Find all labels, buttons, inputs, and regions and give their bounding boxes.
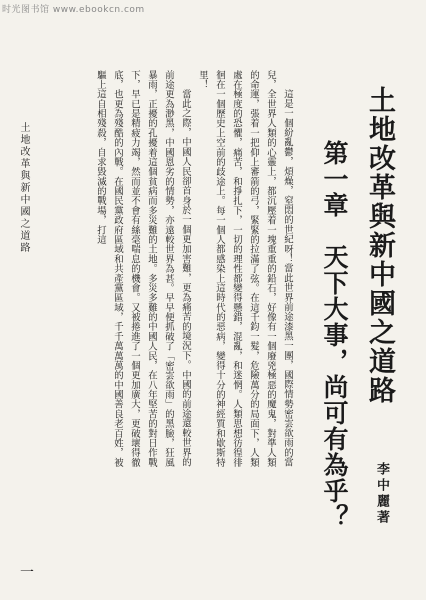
- body-text: [48, 70, 296, 470]
- chapter-heading: 第一章 天下大事，尚可有為乎？: [320, 140, 349, 530]
- watermark: 时光图书馆 www.ebookcn.com: [2, 5, 145, 15]
- paragraph-2: 當此之際，中國人民卻首身於一個更加害難，更為痛苦的境況下。中國的前途還較世界的前途更為渺黑，中國恩劣的情勢，亦遠較世界為甚。早早便抓破了「密雲欲雨」的黑臉，狂風暴雨，正擾的孔擾着這個貧病而多災難的土地。多災多難的中國人民，在八年堅苦的對日作戰下，早已是精疲力竭，然而並不會有絲毫喘息的機會。又被捲進了一個更加廣大，更破壞得徹底，也更為殘酷的內戰。在國民黨政府區域和共產黨區域，千千萬萬萬的中國善良老百姓，被驅上這自相殘殺，自求毀滅的戰場，打這: [95, 70, 191, 468]
- running-footer: 土地改革與新中國之道路: [18, 122, 29, 254]
- author-name: 李中麗著: [374, 462, 389, 526]
- book-title: 土地改革與新中國之道路: [364, 86, 395, 405]
- paragraph-1: 這是一個紛亂鬱，煩燥，窒悶的世紀呀！當此世界前途漆黑一團，國際情勢密雲欲雨的當兒，全世界人類的心靈上，都沉壓着一塊重重的鉛石，好像有一個廢兇極惡的魔鬼，對準人類的命運，張着一把仰上審箭的弓，緊緊的拉滿了弦。在這千鈞一髮，危險萬分的局面下，人類處在極度的恐懼，痛苦，和掙扎下，一切的理性都變得懸錯，混亂，和迷惘。人類思想彷徨徘徊在一個歷史上空前的歧途上。每一個人都感染上這時代的惡病，變得十分的神經質和歇斯特里！: [197, 70, 293, 468]
- page-number: 一: [20, 565, 34, 581]
